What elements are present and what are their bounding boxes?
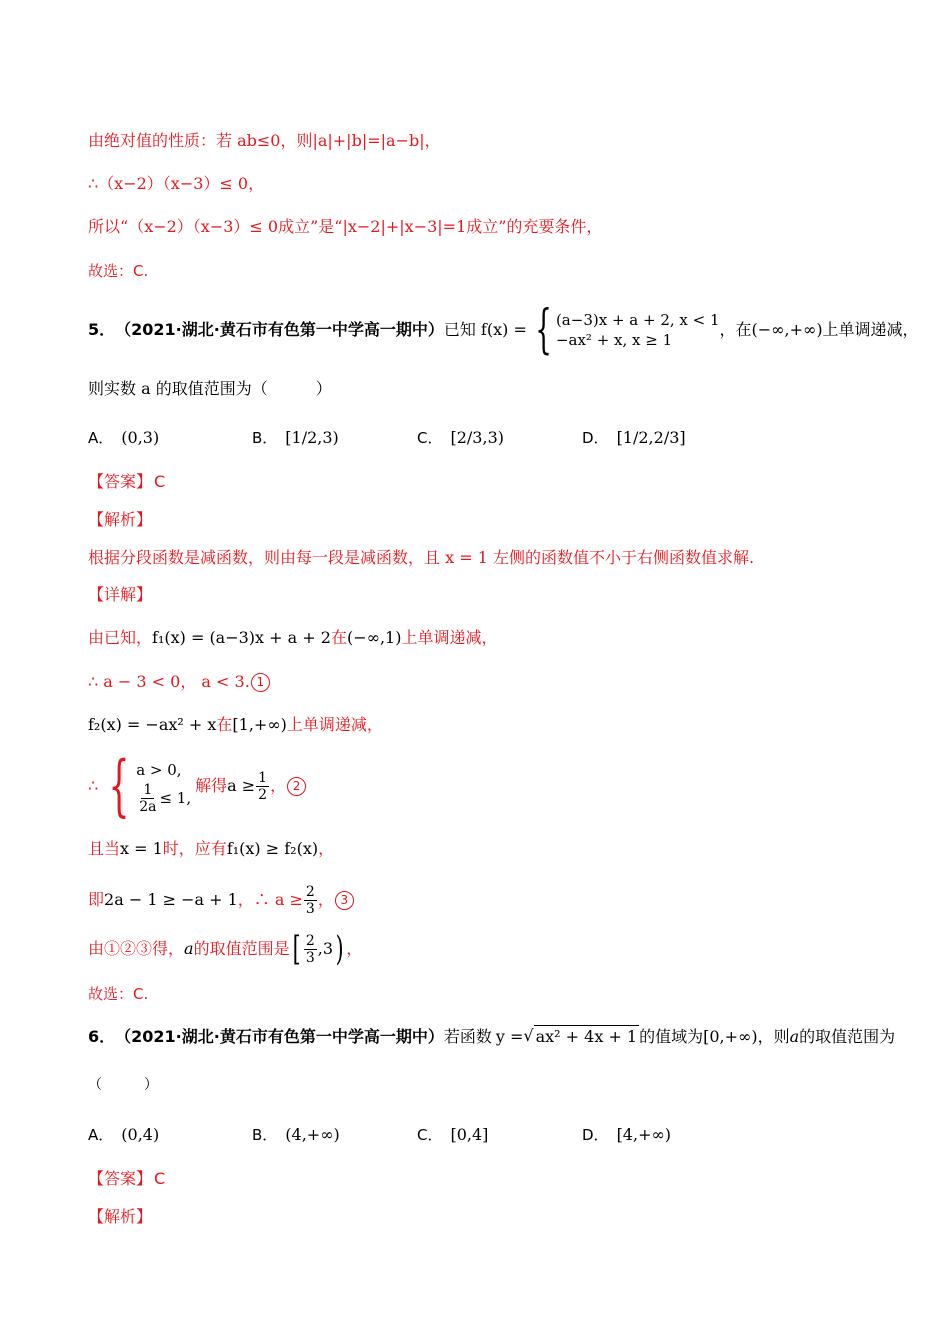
detail-line-3 [88, 714, 383, 736]
text: 且当 [88, 839, 121, 858]
analysis-tag [88, 1206, 152, 1228]
math: （x−2）（x−3）≤ 0 [128, 217, 279, 236]
sqrt: √ ax² + 4x + 1 [523, 1026, 638, 1046]
stem-text: ，则 [757, 1026, 790, 1046]
solution-line-3 [88, 216, 602, 238]
question-6-paren [88, 1074, 158, 1096]
math: (−∞,1) [346, 628, 402, 647]
question-5-stem [88, 300, 919, 360]
option-a[interactable] [88, 427, 159, 449]
text: 上单调递减， [401, 628, 498, 647]
option-label: A． [88, 1126, 114, 1144]
text: 上单调递减， [286, 715, 383, 734]
option-c[interactable] [417, 427, 504, 449]
question-6-stem [88, 1025, 895, 1048]
option-a[interactable] [88, 1124, 159, 1146]
fraction: $\frac{2}{3}$ [305, 932, 315, 966]
text: 即 [88, 890, 105, 909]
text: 根据分段函数是减函数，则由每一段是减函数，且 x = 1 左侧的函数值不小于右侧函数值求解. [88, 548, 755, 567]
solution-line-2 [88, 173, 264, 195]
text: ，∴ a ≥ [237, 890, 303, 909]
stem-text: 的取值范围为 [799, 1026, 896, 1046]
option-c[interactable] [417, 1124, 488, 1146]
case-1: (a−3)x + a + 2, x < 1 [555, 311, 720, 329]
option-label: C． [417, 1126, 443, 1144]
piecewise-cases [556, 310, 720, 350]
detail-line-4: ∴ { a > 0, $\frac{1}{2a}$ ≤ 1, 解得 a ≥ $\frac{1}{2}$ ， 2 [88, 752, 307, 820]
range-interval: [ $\frac{2}{3}$ ,3 ) [292, 929, 344, 969]
stem-text: 已知 f(x) = [443, 320, 527, 339]
math: a ≥ [227, 776, 256, 795]
case-2: −ax² + x, x ≥ 1 [555, 331, 673, 349]
circled-number: 2 [287, 777, 306, 796]
answer-value: C [154, 1169, 166, 1188]
option-label: D． [582, 429, 609, 447]
detail-line-5 [88, 838, 334, 860]
answer-tag: 【答案】 [88, 472, 153, 491]
option-d[interactable] [582, 1124, 671, 1146]
answer-row [88, 471, 165, 493]
detail-line-6: 即 2a − 1 ≥ −a + 1 ，∴ a ≥ $\frac{2}{3}$ ， 3 [88, 881, 355, 919]
option-d[interactable] [582, 427, 686, 449]
text: 故选：C. [88, 985, 149, 1003]
text: ， [346, 939, 363, 958]
option-value: (0,4) [121, 1125, 160, 1144]
math: f₁(x) = (a−3)x + a + 2 [152, 628, 331, 647]
text: 由①②③得， [88, 939, 185, 958]
math: |x−2|+|x−3|=1 [342, 217, 467, 236]
option-value: (0,3) [121, 428, 160, 447]
text: 时，应有 [162, 839, 227, 858]
detail-line-7 [88, 929, 362, 969]
tag: 【解析】 [88, 1207, 153, 1226]
question-5-stem-2 [88, 378, 332, 400]
question-number: 5． [88, 320, 116, 339]
option-value: (4,+∞) [285, 1125, 340, 1144]
text: 由绝对值的性质：若 ab≤0，则|a|+|b|=|a−b|， [88, 131, 441, 150]
case-2: $\frac{1}{2a}$ ≤ 1, [139, 781, 192, 815]
circled-number: 3 [335, 891, 354, 910]
option-label: B． [252, 1126, 278, 1144]
solution-line-4 [88, 260, 148, 282]
option-b[interactable] [252, 427, 339, 449]
solution-line-1 [88, 130, 441, 152]
text: 由已知， [88, 628, 153, 647]
answer-blank: （ ） [88, 1077, 158, 1093]
text: 故选：C. [88, 262, 149, 280]
text: 在 [330, 628, 347, 647]
stem-text: 的值域为 [639, 1026, 704, 1046]
detail-final [88, 983, 148, 1005]
detail-line-2 [88, 671, 271, 693]
question-source: （2021·湖北·黄石市有色第一中学高一期中） [115, 320, 444, 339]
stem-text: 若函数 [443, 1026, 492, 1046]
math: f₁(x) ≥ f₂(x) [226, 839, 319, 858]
text: 解得 [195, 776, 228, 795]
math: [1,+∞) [232, 715, 287, 734]
answer-tag: 【答案】 [88, 1169, 153, 1188]
text: 成立”是“ [278, 217, 343, 236]
math: y = [495, 1026, 524, 1046]
text: ， [318, 839, 335, 858]
text: 成立”的充要条件， [466, 217, 603, 236]
analysis-text [88, 547, 754, 569]
tag: 【解析】 [88, 510, 153, 529]
stem-text: ，在(−∞,+∞)上单调递减， [719, 320, 919, 339]
option-label: C． [417, 429, 443, 447]
text: ∴（x−2）（x−3）≤ 0， [88, 174, 265, 193]
math: a [789, 1026, 800, 1046]
fraction: $\frac{1}{2a}$ [139, 781, 157, 815]
system-cases [136, 758, 191, 815]
text: 在 [216, 715, 233, 734]
detail-line-1 [88, 627, 497, 649]
fraction: $\frac{1}{2}$ [258, 769, 268, 803]
brace-icon: { [535, 300, 552, 360]
brace-icon: { [108, 747, 130, 824]
analysis-tag [88, 509, 152, 531]
circled-number: 1 [251, 673, 270, 692]
option-value: [0,4] [450, 1125, 489, 1144]
math: x = 1 [120, 839, 163, 858]
option-value: [1/2,2/3] [616, 428, 686, 447]
stem-text: 则实数 a 的取值范围为（ ） [88, 379, 332, 398]
question-source: （2021·湖北·黄石市有色第一中学高一期中） [115, 1026, 444, 1046]
tag: 【详解】 [88, 585, 153, 604]
option-label: B． [252, 429, 278, 447]
option-label: D． [582, 1126, 609, 1144]
answer-row [88, 1168, 165, 1190]
option-value: [4,+∞) [616, 1125, 672, 1144]
math: a [184, 939, 194, 958]
case-1: a > 0, [136, 760, 182, 779]
fraction: $\frac{2}{3}$ [305, 883, 315, 917]
text: 的取值范围是 [193, 939, 290, 958]
text: ∴ a − 3 < 0， a < 3. [88, 672, 250, 691]
answer-value: C [154, 472, 166, 491]
option-value: [2/3,3) [450, 428, 504, 447]
math: [0,+∞) [703, 1026, 758, 1046]
math: 2a − 1 ≥ −a + 1 [104, 890, 238, 909]
question-number: 6． [88, 1026, 116, 1046]
math: f₂(x) = −ax² + x [88, 715, 217, 734]
option-value: [1/2,3) [285, 428, 339, 447]
detail-tag [88, 584, 152, 606]
text: 所以“ [88, 217, 129, 236]
option-label: A． [88, 429, 114, 447]
option-b[interactable] [252, 1124, 340, 1146]
